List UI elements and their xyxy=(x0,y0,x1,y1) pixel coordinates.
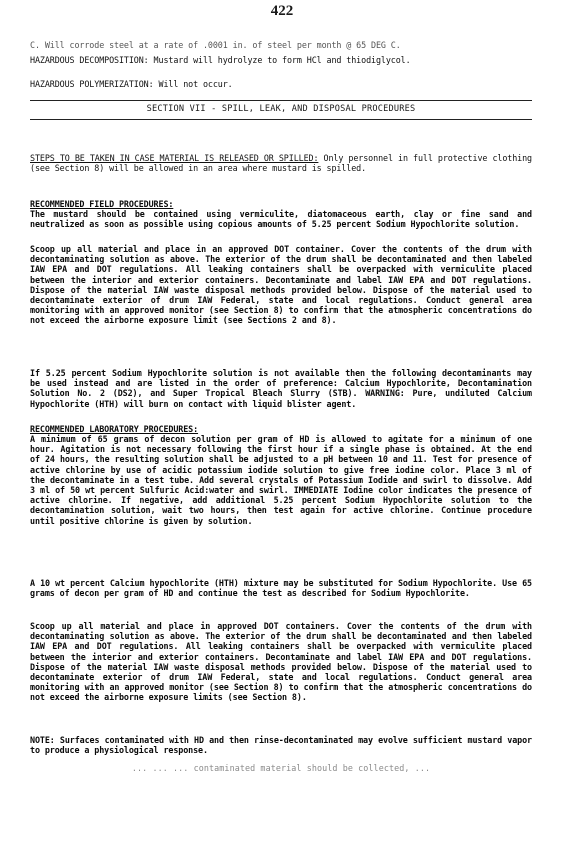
corrosion-line: C. Will corrode steel at a rate of .0001 in. of steel per month @ 65 DEG C. xyxy=(30,40,401,50)
steps-heading: STEPS TO BE TAKEN IN CASE MATERIAL IS RELEASED OR SPILLED: xyxy=(30,153,319,163)
faded-bottom-line: ... ... ... contaminated material should be collected, ... xyxy=(131,763,431,773)
field-paragraph-1: The mustard should be contained using vermiculite, diatomaceous earth, clay or fine sand and neutralized as soon as possible using copious amounts of 5.25 percent Sodium Hypochlorite solution. xyxy=(30,209,532,230)
page-number: 422 xyxy=(270,3,294,19)
steps-text: Only personnel in full protective clothing (see Section 8) will be allowed in an area where mustard is spilled. xyxy=(30,153,532,174)
field-heading-text: RECOMMENDED FIELD PROCEDURES: xyxy=(30,199,174,209)
section-title: SECTION VII - SPILL, LEAK, AND DISPOSAL PROCEDURES xyxy=(146,104,416,114)
field-procedures-heading xyxy=(30,199,532,209)
lab-paragraph-2: A 10 wt percent Calcium hypochlorite (HTH) mixture may be substituted for Sodium Hypochlorite. Use 65 grams of decon per gram of HD and continue the test as described for Sodium Hypochlorite. xyxy=(30,578,532,599)
field-paragraph-2: Scoop up all material and place in an approved DOT container. Cover the contents of the drum with decontaminating solution as above. The exterior of the drum shall be decontaminated and then labeled IAW EPA and DOT regulations. All leaking containers shall be overpacked with vermiculite placed between the interior and exterior containers. Decontaminate and label IAW EPA and DOT regulations. Dispose of the material IAW waste disposal methods provided below. Dispose of the material used to decontaminate exterior of drum IAW Federal, state and local regulations. Conduct general area monitoring with an approved monitor (see Section 8) to confirm that the atmospheric concentrations do not exceed the airborne exposure limit (see Sections 2 and 8). xyxy=(30,244,532,326)
field-paragraph-3: If 5.25 percent Sodium Hypochlorite solution is not available then the following decontaminants may be used instead and are listed in the order of preference: Calcium Hypochlorite, Decontamination Solution No. 2 (DS2), and Super Tropical Bleach Slurry (STB). WARNING: Pure, undiluted Calcium Hypochlorite (HTH) will burn on contact with liquid blister agent. xyxy=(30,368,532,409)
section-rule-top xyxy=(30,100,532,101)
lab-paragraph-3: Scoop up all material and place in approved DOT containers. Cover the contents of the drum with decontaminating solution as above. The exterior of the drum shall be decontaminated and then labeled IAW EPA and DOT regulations. All leaking containers shall be overpacked with vermiculite placed between the interior and exterior containers. Decontaminate and label IAW EPA and DOT regulations. Dispose of the material IAW waste disposal methods provided below. Dispose of the material used to decontaminate exterior of drum IAW Federal, state and local regulations. Conduct general area monitoring with an approved monitor (see Section 8) to confirm that the atmospheric concentrations do not exceed the airborne exposure limits (see Section 8). xyxy=(30,621,532,703)
lab-procedures-heading xyxy=(30,424,532,434)
hazardous-polymerization: HAZARDOUS POLYMERIZATION: Will not occur. xyxy=(30,79,233,89)
section-rule-bottom xyxy=(30,119,532,120)
hazardous-decomposition: HAZARDOUS DECOMPOSITION: Mustard will hydrolyze to form HCl and thiodiglycol. xyxy=(30,55,411,65)
lab-paragraph-1: A minimum of 65 grams of decon solution per gram of HD is allowed to agitate for a minimum of one hour. Agitation is not necessary following the first hour if a single phase is obtained. At the end of 24 hours, the resulting solution shall be adjusted to a pH between 10 and 11. Test for presence of active chlorine by use of acidic potassium iodide solution to give free iodine color. Place 3 ml of the decontaminate in a test tube. Add several crystals of Potassium Iodide and swirl to dissolve. Add 3 ml of 50 wt percent Sulfuric Acid:water and swirl. IMMEDIATE Iodine color indicates the presence of active chlorine. If negative, add additional 5.25 percent Sodium Hypochlorite solution to the decontamination solution, wait two hours, then test again for active chlorine. Continue procedure until positive chlorine is given by solution. xyxy=(30,434,532,526)
steps-paragraph xyxy=(30,153,532,173)
lab-note: NOTE: Surfaces contaminated with HD and then rinse-decontaminated may evolve sufficient mustard vapor to produce a physiological response. xyxy=(30,735,532,756)
lab-heading-text: RECOMMENDED LABORATORY PROCEDURES: xyxy=(30,424,199,434)
